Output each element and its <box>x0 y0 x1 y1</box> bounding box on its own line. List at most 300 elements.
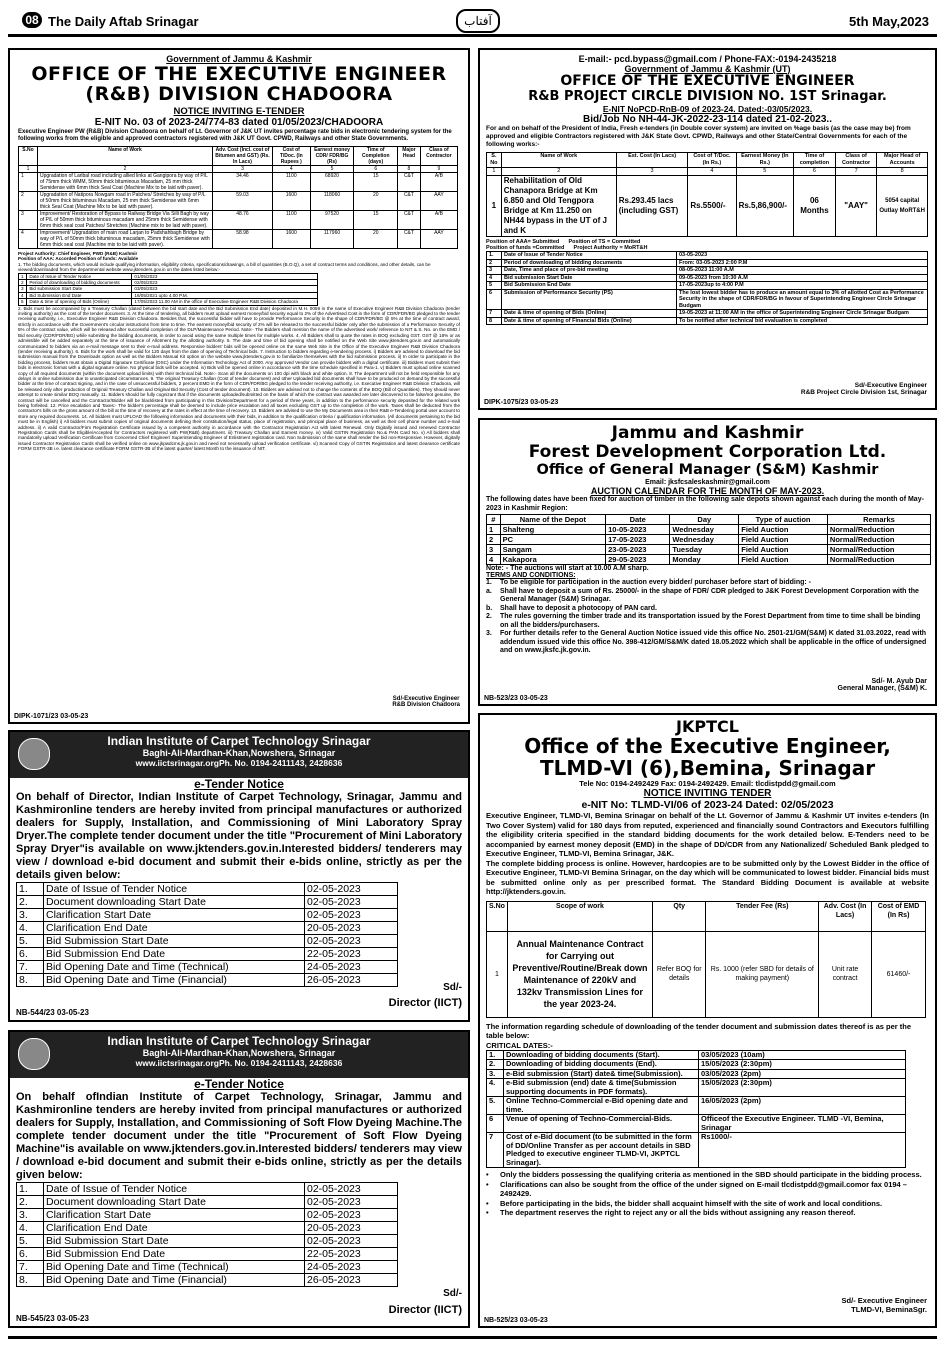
dates-table <box>486 1050 906 1169</box>
column-number: 5 <box>736 168 793 176</box>
table-cell: 3 <box>19 211 38 230</box>
condition-number: b. <box>486 604 493 612</box>
bullet-icon: • <box>486 1179 489 1189</box>
table-cell: 1 <box>487 525 501 535</box>
bullet-text: The department reserves the right to reject any or all the bids without assigning any reason thereof. <box>500 1208 856 1217</box>
table-cell: 10-05-2023 <box>606 525 670 535</box>
table-cell: 06 Months <box>793 176 835 237</box>
table-cell: Rehabilitation of Old Chanapora Bridge at Km 6.850 and Old Tengpora Bridge at Km 11.250 on NH44 bypass in the UT of J and K <box>501 176 616 237</box>
table-cell: Clarification Start Date <box>44 1209 305 1222</box>
table-cell: 23-05-2023 <box>606 545 670 555</box>
table-cell: C&T <box>398 230 421 249</box>
table-cell: 4. <box>17 1222 44 1235</box>
ad-subtitle: TLMD-VI (6),Bemina, Srinagar <box>539 756 876 780</box>
column-header: Date <box>606 515 670 525</box>
table-cell: 1600 <box>272 192 310 211</box>
table-cell: Field Auction <box>739 555 828 565</box>
table-cell: 3. <box>17 1209 44 1222</box>
table-row <box>17 1209 398 1222</box>
signature-line: Sd/-Executive Engineer <box>392 696 460 702</box>
ad-title: Indian Institute of Carpet Technology Srinagar <box>107 734 371 748</box>
table-row <box>17 922 398 935</box>
govt-line: Government of Jammu & Kashmir (UT) <box>624 64 791 74</box>
signature-line: Director (IICT) <box>388 1304 462 1316</box>
table-cell: 61460/- <box>872 931 926 1017</box>
column-header: Major Head <box>398 147 421 166</box>
signature-line: Sd/- Executive Engineer <box>841 1296 927 1305</box>
bullet-item <box>486 1170 929 1180</box>
table-cell: Venue of opening of Techno-Commercial-Bids. <box>504 1115 699 1133</box>
intro-text: For and on behalf of the President of India, Fresh e-tenders (in Double cover system) are invited on %age basis (as the case may be) from approved and eligible Contractors registered with J&K State Govt. CPWD, Railways and other State/Central Governments for each of the following works:- <box>486 125 911 148</box>
table-cell: 4 <box>487 555 501 565</box>
address-line: Baghi-Ali-Mardhan-Khan,Nowshera, Srinagar <box>142 748 336 758</box>
table-row <box>17 1235 398 1248</box>
body-text: On behalf ofIndian Institute of Carpet Technology, Srinagar, Jammu and Kashmironline tenders are hereby invited from principal manufactures or authorized dealers for Supply, Installation, and Commissioning of Soft Flow Dyeing Machine.The complete tender document under the title "Procurement of Soft Flow Dyeing Machine"is available on www.jktenders.gov.in.Interested bidders/ tenderers may view / download e-bid document and submit their e-bids online, strictly as per the details given below: <box>16 1091 462 1181</box>
column-header: Scope of work <box>507 901 652 931</box>
table-cell: Normal/Reduction <box>827 555 930 565</box>
condition-number: 3. <box>486 630 492 637</box>
table-cell: Annual Maintenance Contract for Carrying out Preventive/Routine/Break down Maintenance of 220kV and 132kv Transmission Lines for the year 2023-24. <box>507 931 652 1017</box>
table-cell: Bid Submission Start Date <box>44 1235 305 1248</box>
column-header: # <box>487 515 501 525</box>
email-line: Email: jksfcsaleskashmir@gmail.com <box>645 479 770 486</box>
table-cell: 59.03 <box>213 192 273 211</box>
table-cell: 16/05/2021 upto 4.00 P.M. <box>132 292 318 298</box>
table-cell: 4 <box>19 292 27 298</box>
table-cell: 17-05-2023 <box>606 535 670 545</box>
column-number: 4 <box>272 166 310 173</box>
table-row <box>487 1079 906 1097</box>
table-cell: 5. <box>17 1235 44 1248</box>
column-header: Class of Contractor <box>835 153 876 168</box>
table-row <box>17 1183 398 1196</box>
table-cell: 5054 capital Outlay MoRT&H <box>877 176 928 237</box>
table-row <box>487 274 928 282</box>
table-row <box>17 1222 398 1235</box>
table-cell: AAY <box>420 192 457 211</box>
bid-number: Bid/Job No NH-44-JK-2022-23-114 dated 21-02-2023.. <box>583 114 832 125</box>
terms-heading: TERMS AND CONDITIONS: <box>486 572 576 579</box>
table-cell: 1 <box>487 176 502 237</box>
table-cell: 4 <box>487 274 502 282</box>
table-cell: 2. <box>17 1196 44 1209</box>
table-cell: Officeof the Executive Engineer. TLMD -VI, Bemina, Srinagar <box>699 1115 906 1133</box>
column-header: Earnest Money (In Rs.) <box>736 153 793 168</box>
condition-number: 2. <box>486 613 492 620</box>
table-cell: Bid submission Start Date <box>502 274 677 282</box>
column-header: Time of completion <box>793 153 835 168</box>
table-cell: 20 <box>354 230 398 249</box>
table-row <box>487 1097 906 1115</box>
table-cell: 02-05-2023 <box>305 896 398 909</box>
table-cell: 1 <box>19 173 38 192</box>
ad-ref: DIPK-1071/23 03-05-23 <box>14 713 89 720</box>
table-row <box>487 252 928 260</box>
table-row <box>487 310 928 318</box>
table-cell: Date & time of opening of Bids (Online) <box>27 299 132 305</box>
table-cell: 1600 <box>272 230 310 249</box>
positions <box>486 239 929 251</box>
table-cell: 3 <box>19 286 27 292</box>
page-bottom-rule <box>8 1336 937 1339</box>
table-row <box>17 935 398 948</box>
ad-ref: DIPK-1075/23 03-05-23 <box>484 399 559 406</box>
chadoora-ad <box>8 48 470 724</box>
notice-heading: NOTICE INVITING E-TENDER <box>173 106 305 117</box>
column-header: Adv. Cost (In Lacs) <box>819 901 872 931</box>
works-table <box>18 146 458 249</box>
table-row <box>487 282 928 290</box>
table-cell: 02-05-2023 <box>305 1235 398 1248</box>
column-header: Name of Work <box>38 147 213 166</box>
table-cell: Bid Opening Date and Time (Technical) <box>44 1261 305 1274</box>
table-row <box>487 317 928 325</box>
table-cell: 6 <box>487 289 502 310</box>
table-row <box>17 1196 398 1209</box>
bullet-icon: • <box>486 1170 489 1179</box>
table-cell: 20-05-2023 <box>305 922 398 935</box>
bullet-notes <box>486 1170 929 1218</box>
sd-mark: Sd/- <box>443 1288 462 1299</box>
table-cell: 22-05-2023 <box>305 948 398 961</box>
column-header: Name of the Depot <box>500 515 606 525</box>
signature <box>842 1296 927 1314</box>
critical-dates-heading: CRITICAL DATES:- <box>486 1040 553 1050</box>
bullet-item <box>486 1199 929 1209</box>
table-cell: Rs.5,86,900/- <box>736 176 793 237</box>
column-header: Class of Contractor <box>420 147 457 166</box>
table-row <box>17 1248 398 1261</box>
table-cell: 97520 <box>310 211 354 230</box>
newspaper-logo: آفتاب <box>456 9 500 33</box>
conditions <box>486 579 929 656</box>
table-row <box>17 896 398 909</box>
works-table <box>486 901 926 1018</box>
table-cell: Date & time of opening of Bids (Online) <box>502 310 677 318</box>
signature-office: R&B Project Circle Division 1st, Srinagar <box>800 389 927 396</box>
column-header: Major Head of Accounts <box>877 153 928 168</box>
table-cell: 58.98 <box>213 230 273 249</box>
condition-text: To be eligible for participation in the auction every bidder/ purchaser before start of bidding: - <box>500 579 812 586</box>
table-cell: Rs1000/- <box>699 1133 906 1168</box>
table-cell: 20 <box>354 192 398 211</box>
table-cell: Date & time of opening of Financial Bids (Online) <box>502 317 677 325</box>
table-cell: 02-05-2023 <box>305 909 398 922</box>
column-header: S.No <box>487 901 508 931</box>
table-cell: 3. <box>17 909 44 922</box>
info-text: The information regarding schedule of downloading of the tender document and submission dates thereof is as per the table below: <box>486 1021 912 1040</box>
table-cell: Date of Issue of Tender Notice <box>44 1183 305 1196</box>
table-cell: 2. <box>487 1060 504 1070</box>
column-header: Qty <box>652 901 706 931</box>
table-cell: Shalteng <box>500 525 606 535</box>
table-cell: 2 <box>487 535 501 545</box>
table-row <box>17 883 398 896</box>
table-cell: The lost lowest bidder has to produce an amount equal to 3% of allotted Cost as Performance Security in the shape of CDR/FDR/BG in favour of Superintending Engineer Circle Srinagar Budgam <box>677 289 928 310</box>
table-cell: 02/05/2023 <box>132 280 318 286</box>
auction-table <box>486 514 931 565</box>
table-row <box>487 1060 906 1070</box>
column-number: 1 <box>19 166 38 173</box>
table-cell: Document downloading Start Date <box>44 1196 305 1209</box>
notice-heading: e-Tender Notice <box>194 777 284 791</box>
table-cell: Bid Submission End Date <box>502 282 677 290</box>
table-cell: 1100 <box>272 211 310 230</box>
table-cell: Unit rate contract <box>819 931 872 1017</box>
signature-office: General Manager, (S&M) K. <box>837 685 927 692</box>
signature-office: R&B Division Chadoora <box>392 702 460 708</box>
table-row <box>487 289 928 310</box>
table-cell: 68920 <box>310 173 354 192</box>
table-cell: 29-05-2023 <box>606 555 670 565</box>
table-cell: C&T <box>398 211 421 230</box>
table-row <box>487 535 931 545</box>
body-text-1: Executive Engineer, TLMD-VI, Bemina Srinagar on behalf of the Lt. Governor of Jammu & Kashmir UT invites e-tenders (In Two Cover System) valid for 180 days from reputed, experienced and financially sound Contractors and Executors fulfilling the eligibility criteria specified in the standard bidding documents for the work detailed below. E-Tenders need to be accompanied by earnest money deposit (EMD) in the shape of DD/CDR from any Nationalized/ Scheduled Bank pledged to Executive Engineer, TLMD-VI, Bemina Srinagar, J&K. <box>486 811 929 858</box>
table-row <box>17 1274 398 1287</box>
table-cell: 2 <box>19 192 38 211</box>
sd-mark: Sd/- <box>443 982 462 993</box>
project-circle-ad <box>478 48 937 410</box>
ad-title: Indian Institute of Carpet Technology Srinagar <box>107 1034 371 1048</box>
masthead <box>8 6 937 37</box>
signature <box>838 678 927 692</box>
table-cell: 117960 <box>310 230 354 249</box>
table-cell: 4. <box>487 1079 504 1097</box>
table-cell: e-Bid submission (Start) date& time(Submission). <box>504 1069 699 1079</box>
project-authority: Project Authority: Chief Engineer, PWD (R&B) Kashmir <box>18 251 138 256</box>
table-cell: Rs.293.45 lacs (including GST) <box>616 176 688 237</box>
table-cell: From: 03-05-2023 2:00 P.M <box>677 259 928 267</box>
ad-subtitle: R&B PROJECT CIRCLE DIVISION NO. 1ST Srinagar. <box>528 89 887 104</box>
bullet-icon: • <box>486 1198 489 1208</box>
table-cell: 02-05-2023 <box>305 883 398 896</box>
table-cell: 7. <box>17 1261 44 1274</box>
table-row <box>19 299 318 305</box>
table-cell: 15 <box>354 211 398 230</box>
condition-text: For further details refer to the General Auction Notice issued vide this office No. 2501-21/GM(S&M) K dated 31.03.2022, read with addendum issued vide this office No. 398-412/GM/S&M/K dated 18.05.2022 which shall be applicable in the office of undersigned and on www.jksfc.jk.gov.in. <box>500 630 927 654</box>
table-cell: Wednesday <box>670 535 739 545</box>
govt-line: Government of Jammu & Kashmir <box>166 54 312 64</box>
web-phone-line: www.iictsrinagar.orgPh. No. 0194-2411143, 2428636 <box>135 758 343 768</box>
table-cell: Bid Submission End Date <box>27 292 132 298</box>
column-header: Tender Fee (Rs) <box>706 901 819 931</box>
pos-ts: Position of TS = Committed <box>568 239 641 245</box>
table-cell: Normal/Reduction <box>827 525 930 535</box>
table-cell: 01/05/2023 <box>132 273 318 279</box>
column-number: 7 <box>835 168 876 176</box>
table-cell: 7. <box>17 961 44 974</box>
column-header: Cost of T/Doc. (In Rupees ) <box>272 147 310 166</box>
table-cell: 02-05-2023 <box>305 935 398 948</box>
table-cell: Field Auction <box>739 525 828 535</box>
address-line: Baghi-Ali-Mardhan-Khan,Nowshera, Srinagar <box>142 1048 336 1058</box>
table-cell: A/B <box>420 173 457 192</box>
table-row <box>487 525 931 535</box>
table-cell: 3 <box>487 545 501 555</box>
iict-banner <box>10 1032 468 1078</box>
table-cell: 19-05-2023 at 11:00 AM in the office of Superintending Engineer Circle Srinagar Budgam <box>677 310 928 318</box>
auction-heading: AUCTION CALENDAR FOR THE MONTH OF MAY-2023. <box>590 486 825 496</box>
contact-line: Tele No: 0194-2492429 Fax: 0194-2492429. Email: tlcdistpdd@gmail.com <box>579 779 836 788</box>
enit-number: E-NIT NoPCD-RnB-09 of 2023-24. Dated:-03/05/2023. <box>602 104 813 114</box>
column-number: 6 <box>793 168 835 176</box>
table-cell: 34.46 <box>213 173 273 192</box>
table-cell: To be notified after technical bid evaluation is completed <box>677 317 928 325</box>
body-text: On behalf of Director, Indian Institute of Carpet Technology, Srinagar, Jammu and Kashmironline tenders are hereby invited from principal manufactures or authorized dealers for Supply, Installation, and Commissioning of Mini Laboratory Spray Dryer.The complete tender document under the title "Procurement of Mini Laboratory Spray Dryer"is available on www.jktenders.gov.in.Interested bidders/ tenderers may view / download e-bid document and submit their e-bids online, strictly as per the details given below: <box>16 791 462 881</box>
pos-aaa: Position of AAA= Submitted <box>486 239 560 245</box>
contact-line: E-mail:- pcd.bypass@gmail.com / Phone-FAX:-0194-2435218 <box>578 54 837 64</box>
table-cell: 16/05/2023 (2pm) <box>699 1097 906 1115</box>
column-header: Cost of EMD (In Rs) <box>872 901 926 931</box>
column-header: Day <box>670 515 739 525</box>
web-phone-line: www.iictsrinagar.orgPh. No. 0194-2411143, 2428636 <box>135 1058 343 1068</box>
table-row <box>19 230 458 249</box>
table-cell: Bid Submission Start Date <box>44 935 305 948</box>
issue-date: 5th May,2023 <box>849 14 929 29</box>
table-cell: 20-05-2023 <box>305 1222 398 1235</box>
condition-text: Shall have to deposit a sum of Rs. 25000/- in the shape of FDR/ CDR pledged to J&K Forest Development Corporation with the General Manager (S&M) Srinagar. <box>500 587 919 603</box>
condition-item <box>486 605 929 614</box>
table-cell: 02-05-2023 <box>305 1209 398 1222</box>
table-cell: 1. <box>487 252 502 260</box>
table-cell: Refer BOQ for details <box>652 931 706 1017</box>
table-row <box>487 545 931 555</box>
table-cell: 3. <box>487 1069 504 1079</box>
table-cell: Improvement/ Upgradation of main road Larjan to Padshahbagh Bridge by way of P/L of 50mm thick bituminous macadam, 25mm thick Semidense with 6mm thick seal coat (Machine mix to be laid with paver). <box>38 230 213 249</box>
table-cell: Bid Opening Date and Time (Financial) <box>44 1274 305 1287</box>
table-row <box>17 974 398 987</box>
dates-table <box>486 251 928 325</box>
office-line: Office of General Manager (S&M) Kashmir <box>536 462 879 478</box>
table-cell: e-Bid submission (end) date & time(Submission supporting documents in PDF formats). <box>504 1079 699 1097</box>
table-cell: 3 <box>487 267 502 275</box>
column-number: 2 <box>501 168 616 176</box>
table-cell: 26-05-2023 <box>305 974 398 987</box>
column-number: 6 <box>354 166 398 173</box>
table-cell: Date of Issue of Tender Notice <box>502 252 677 260</box>
table-cell: Clarification End Date <box>44 922 305 935</box>
signature <box>801 382 927 396</box>
ad-title: Office of the Executive Engineer, <box>524 734 891 758</box>
table-cell: 1. <box>487 1050 504 1060</box>
newspaper-name: The Daily Aftab Srinagar <box>48 14 199 29</box>
table-cell: 7 <box>487 310 502 318</box>
iict-ad-2 <box>8 1030 470 1328</box>
table-row <box>19 192 458 211</box>
table-cell: 1. <box>17 883 44 896</box>
table-cell: Bid Opening Date and Time (Technical) <box>44 961 305 974</box>
table-cell: 26-05-2023 <box>305 1274 398 1287</box>
condition-item <box>486 579 929 588</box>
table-cell: Bid submission Start Date <box>27 286 132 292</box>
table-cell: 15/05/2023 (2:30pm) <box>699 1079 906 1097</box>
table-cell: Bid Submission End Date <box>44 948 305 961</box>
table-row <box>17 948 398 961</box>
dates-table <box>16 1182 398 1287</box>
ad-ref: NB-544/23 03-05-23 <box>16 1008 89 1017</box>
table-cell: 2. <box>17 896 44 909</box>
ad-title: Jammu and Kashmir <box>611 423 804 443</box>
enit-number: E-NIT No. 03 of 2023-24/774-83 dated 01/05/2023/CHADOORA <box>94 117 384 128</box>
column-header: Type of auction <box>739 515 828 525</box>
ad-ref: NB-525/23 03-05-23 <box>484 1317 548 1324</box>
ad-subtitle: (R&B) DIVISION CHADOORA <box>85 83 393 105</box>
table-cell: 02-05-2023 <box>305 1196 398 1209</box>
note-line: Note: - The auctions will start at 10.00 A.M sharp. <box>486 565 649 572</box>
table-row <box>19 173 458 192</box>
condition-text: Shall have to deposit a photocopy of PAN card. <box>500 604 658 612</box>
table-cell: 5 <box>19 299 27 305</box>
column-header: S. No <box>487 153 502 168</box>
table-cell: Downloading of bidding documents (End). <box>504 1060 699 1070</box>
table-cell: Field Auction <box>739 545 828 555</box>
table-cell: Bid Submission End Date <box>44 1248 305 1261</box>
column-header: Name of Work <box>501 153 616 168</box>
forest-corp-ad <box>478 418 937 706</box>
table-cell: 118060 <box>310 192 354 211</box>
condition-number: 1. <box>486 579 492 586</box>
ad-title: OFFICE OF THE EXECUTIVE ENGINEER <box>31 63 447 85</box>
column-header: Time of Completion (days) <box>354 147 398 166</box>
table-cell: Normal/Reduction <box>827 545 930 555</box>
bullet-item <box>486 1208 929 1218</box>
iict-ad-1 <box>8 730 470 1022</box>
signature-line: Sd/-Executive Engineer <box>854 382 927 389</box>
notice-heading: NOTICE INVITING TENDER <box>643 788 772 799</box>
table-row <box>19 211 458 230</box>
table-cell: 17-05-2023up to 4:00 P.M <box>677 282 928 290</box>
table-cell: Sangam <box>500 545 606 555</box>
table-cell: Clarification Start Date <box>44 909 305 922</box>
table-cell: 09-05-2023 from 10:30 A.M <box>677 274 928 282</box>
bullet-icon: • <box>486 1208 489 1217</box>
table-cell: Downloading of bidding documents (Start). <box>504 1050 699 1060</box>
table-cell: Normal/Reduction <box>827 535 930 545</box>
table-cell: Rs. 1000 (refer SBD for details of making payment) <box>706 931 819 1017</box>
table-cell: Bid Opening Date and Time (Financial) <box>44 974 305 987</box>
column-number: 3 <box>616 168 688 176</box>
condition-text: The rules governing the timber trade and its transportation issued by the Forest Department from time to time shall be binding on all the bidders/purchasers. <box>500 613 921 629</box>
condition-item <box>486 613 929 630</box>
table-cell: Tuesday <box>670 545 739 555</box>
dates-table <box>18 273 318 306</box>
table-cell: 22-05-2023 <box>305 1248 398 1261</box>
jkptcl-ad <box>478 713 937 1328</box>
signature-office: TLMD-VI, BeminaSgr. <box>851 1305 927 1314</box>
intro-text: Executive Engineer PW (R&B) Division Chadoora on behalf of Lt. Governor of J&K UT invites percentage rate bids in electronic tendering system for the following works from the eligible and approved contractors registered with J&K UT Govt. CPWD, Railways and other State Governments. <box>18 129 452 142</box>
table-cell: 03/05/2023 <box>132 286 318 292</box>
table-cell: 1 <box>19 273 27 279</box>
table-row <box>487 555 931 565</box>
condition-item <box>486 630 929 656</box>
table-cell: A/B <box>420 211 457 230</box>
ad-ref: NB-545/23 03-05-23 <box>16 1314 89 1323</box>
table-cell: Rs.5500/- <box>688 176 736 237</box>
column-header: S.No <box>19 147 38 166</box>
table-cell: 6 <box>487 1115 504 1133</box>
column-number: 1 <box>487 168 502 176</box>
table-cell: 1. <box>17 1183 44 1196</box>
table-cell: Monday <box>670 555 739 565</box>
column-header: Remarks <box>827 515 930 525</box>
table-row <box>487 1115 906 1133</box>
intro-text: The following dates have been fixed for auction of timber in the following sale depots shown against each during the month of May-2023 in Kashmir Region: <box>486 496 924 512</box>
table-cell: 1 <box>487 931 508 1017</box>
bullet-item <box>486 1180 929 1199</box>
table-cell: Upgradation of Laribal road including allied links at Gangipora by way of P/L of 75mm thick WMM, 50mm thick bituminous Macadam, 25 mm thick Semidense with 6mm thick Seal Coat (Machine Mix to be laid with paver). <box>38 173 213 192</box>
table-row <box>17 961 398 974</box>
table-cell: PC <box>500 535 606 545</box>
